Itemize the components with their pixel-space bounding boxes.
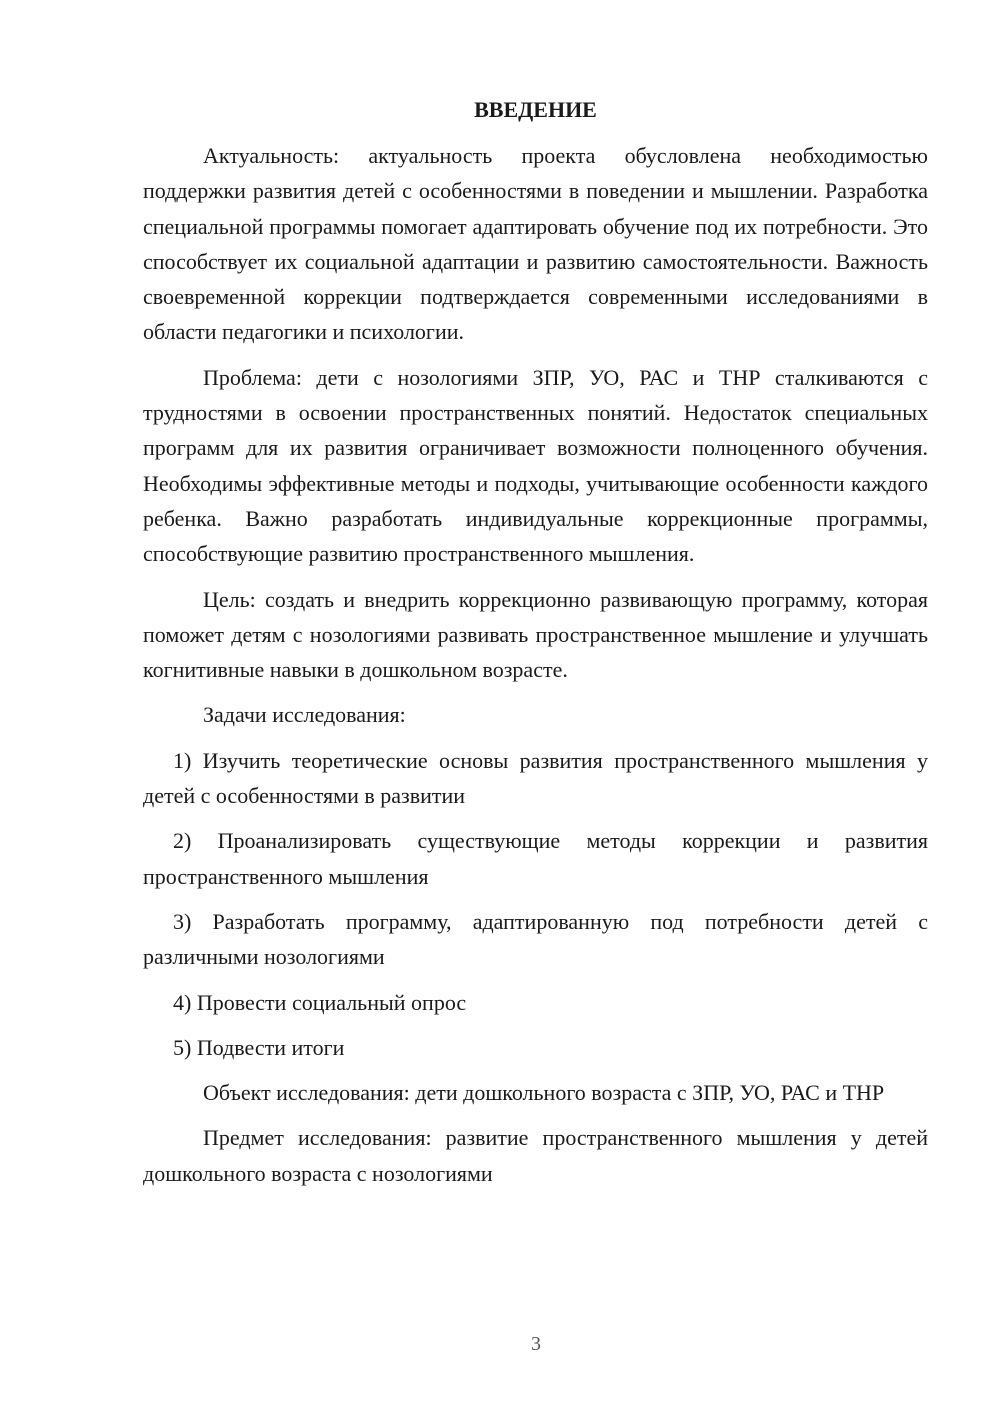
subject-paragraph: Предмет исследования: развитие пространственного мышления у детей дошкольного возраста с нозологиями [143,1125,928,1186]
tasks-list [143,743,928,1065]
relevance-paragraph: Актуальность: актуальность проекта обусловлена необходимостью поддержки развития детей с особенностями в поведении и мышлении. Разработка специальной программы помогает адаптировать обучение под их потребности. Это способствует их социальной адаптации и развитию самостоятельности. Важность своевременной коррекции подтверждается современными исследованиями в области педагогики и психологии. [143,143,928,345]
tasks-heading: Задачи исследования: [203,702,406,728]
page-title: ВВЕДЕНИЕ [474,97,597,122]
task-item: 4) Провести социальный опрос [173,989,467,1015]
task-item: 3) Разработать программу, адаптированную под потребности детей с различными нозологиями [143,908,928,970]
task-item: 5) Подвести итоги [173,1034,345,1060]
problem-paragraph: Проблема: дети с нозологиями ЗПР, УО, РАС и ТНР сталкиваются с трудностями в освоении пространственных понятий. Недостаток специальных программ для их развития ограничивает возможности полноценного обучения. Необходимы эффективные методы и подходы, учитывающие особенности каждого ребенка. Важно разработать индивидуальные коррекционные программы, способствующие развитию пространственного мышления. [143,364,928,567]
page-number: 3 [531,1333,541,1355]
goal-paragraph: Цель: создать и внедрить коррекционно развивающую программу, которая поможет детям с нозологиями развивать пространственное мышление и улучшать когнитивные навыки в дошкольном возрасте. [143,586,928,683]
document-page [143,92,928,1191]
object-paragraph: Объект исследования: дети дошкольного возраста с ЗПР, УО, РАС и ТНР [203,1080,885,1106]
task-item: 2) Проанализировать существующие методы коррекции и развития пространственного мышления [143,828,928,889]
task-item: 1) Изучить теоретические основы развития пространственного мышления у детей с особенностями в развитии [143,747,928,809]
